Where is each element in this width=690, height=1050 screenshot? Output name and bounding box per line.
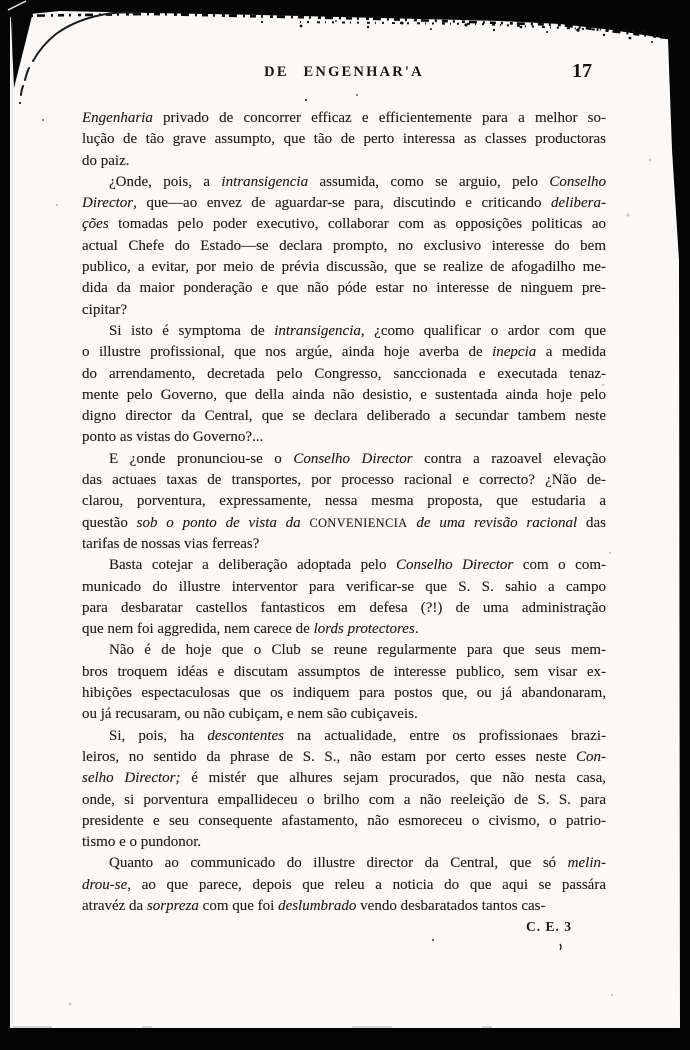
text-line xyxy=(82,534,606,555)
text-line xyxy=(82,577,606,598)
emphasized-text: Conselho Director xyxy=(395,557,514,574)
body-text: onde, si porventura empallideceu o brilho com a não reeleição de S. S. para xyxy=(82,791,606,808)
text-line xyxy=(82,172,606,193)
text-line xyxy=(82,342,606,363)
body-text: Si, pois, ha xyxy=(109,727,208,744)
body-text: do arrendamento, decretada pelo Congresso, sanccionada e executada tenaz- xyxy=(82,365,606,382)
body-text: ponto as vistas do Governo?... xyxy=(82,429,264,446)
body-text: , que—ao envez de aguardar-se para, discutindo e criticando xyxy=(133,195,552,212)
body-text: das xyxy=(577,514,606,531)
body-text: municado do illustre interventor para verificar-se que S. S. sahio a campo xyxy=(82,578,606,595)
body-text: lução de tão grave assumpto, que tão de perto interessa as classes productoras xyxy=(82,131,606,148)
emphasized-text: Director xyxy=(82,195,134,212)
text-line xyxy=(82,193,606,214)
body-text: assumida, como se arguio, pelo xyxy=(308,173,550,190)
text-paragraph xyxy=(82,853,606,917)
text-line xyxy=(82,832,606,853)
emphasized-text: selho Director; xyxy=(82,770,181,787)
emphasized-text: sob o ponto de vista da xyxy=(136,514,310,531)
body-text: , ¿como qualificar o ardor com que xyxy=(360,322,606,339)
body-text: privado de concorrer efficaz e efficientemente para a melhor so- xyxy=(152,110,606,126)
body-text: Quanto ao communicado do illustre director da Central, que só xyxy=(109,855,568,872)
emphasized-text: de uma revisão racional xyxy=(407,514,578,531)
emphasized-text: Conselho xyxy=(549,173,606,190)
text-line xyxy=(82,598,606,619)
text-paragraph xyxy=(82,640,606,725)
text-line xyxy=(82,491,606,512)
text-line xyxy=(82,875,606,896)
body-text: clarou, porventura, expressamente, nessa mesma proposta, que estudaria a xyxy=(82,493,606,510)
body-text: dida da maior ponderação e que não póde estar no interesse de ninguem pre- xyxy=(82,280,606,297)
emphasized-text: lords protectores xyxy=(313,621,415,638)
text-block xyxy=(82,108,606,917)
text-line xyxy=(82,790,606,811)
emphasized-text: inepcia xyxy=(492,344,537,361)
body-text: que nem foi aggredida, nem carece de xyxy=(82,621,314,638)
text-line xyxy=(82,129,606,150)
body-text: Basta cotejar a deliberação adoptada pelo xyxy=(109,557,396,574)
body-text: . xyxy=(414,621,419,638)
body-text: tismo e o pundonor. xyxy=(82,834,202,851)
body-text: vendo desbaratados tantos cas- xyxy=(356,897,546,914)
text-line xyxy=(82,811,606,832)
text-line xyxy=(82,214,606,235)
emphasized-text: delibera- xyxy=(551,195,606,212)
body-text: atravéz da xyxy=(82,897,147,914)
text-line xyxy=(82,470,606,491)
emphasized-text: melin- xyxy=(567,855,606,872)
body-text: CONVENIENCIA xyxy=(309,515,408,530)
body-text: leiros, no sentido da phrase de S. S., não estam por certo esses neste xyxy=(82,748,576,765)
body-text: ¿Onde, pois, a xyxy=(109,173,222,190)
body-text: publico, a evitar, por meio de prévia discussão, que se realize de afogadilho me- xyxy=(82,259,606,276)
body-text: o illustre profissional, que nos argúe, ainda hoje averba de xyxy=(82,344,493,361)
text-line xyxy=(82,704,606,725)
body-text: é mistér que alhures sejam procurados, que não nesta casa, xyxy=(180,770,606,787)
emphasized-text: sorpreza xyxy=(146,897,199,914)
body-text: com que foi xyxy=(198,897,279,914)
body-text: actual Chefe do Estado—se declara prompto, no exclusivo interesse do bem xyxy=(82,237,606,254)
text-line xyxy=(82,385,606,406)
body-text: mente pelo Governo, que della ainda não desistio, e sustentada ainda hoje pelo xyxy=(82,386,606,403)
body-text: ou já recusaram, ou não cubiçam, e nem são cubiçaveis. xyxy=(82,706,418,723)
text-line xyxy=(82,406,606,427)
text-line xyxy=(82,662,606,683)
emphasized-text: Con- xyxy=(576,748,606,765)
footer-signature: C. E. 3 xyxy=(525,919,572,934)
body-text: presidente e seu consequente afastamento, não esmoreceu o civismo, o patrio- xyxy=(82,812,606,829)
text-line xyxy=(82,768,606,789)
body-text: Si isto é symptoma de xyxy=(109,322,275,339)
text-line xyxy=(82,619,606,640)
text-line xyxy=(82,236,606,257)
text-line xyxy=(82,300,606,321)
text-line xyxy=(82,513,606,534)
text-paragraph xyxy=(82,321,606,449)
text-paragraph xyxy=(82,726,606,854)
text-line xyxy=(82,449,606,470)
body-text: E ¿onde pronunciou-se o xyxy=(109,450,294,467)
text-line xyxy=(82,321,606,342)
running-header xyxy=(82,60,606,88)
body-text: na actualidade, entre os profissionaes brazi- xyxy=(284,727,606,744)
body-text: tarifas de nossas vias ferreas? xyxy=(82,535,260,552)
body-text: contra a razoavel elevação xyxy=(412,450,606,467)
emphasized-text: descontentes xyxy=(207,727,284,744)
body-text: das actuaes taxas de transportes, por processo racional e correcto? ¿Não de- xyxy=(82,472,606,489)
text-line xyxy=(82,108,606,129)
text-paragraph xyxy=(82,449,606,555)
emphasized-text: intransigencia xyxy=(221,173,309,190)
body-text: para desbaratar castellos fantasticos em defesa (?!) de uma administração xyxy=(82,599,606,616)
text-line xyxy=(82,726,606,747)
body-text: questão xyxy=(82,514,137,531)
text-line xyxy=(82,896,606,917)
text-line xyxy=(82,278,606,299)
text-line xyxy=(82,151,606,172)
emphasized-text: Engenharia xyxy=(82,110,153,126)
body-text: , ao que parece, depois que releu a noticia do que aqui se passára xyxy=(127,876,606,893)
text-line xyxy=(82,555,606,576)
body-text: cipitar? xyxy=(82,301,127,318)
text-line xyxy=(82,427,606,448)
body-text: a medida xyxy=(536,344,606,361)
text-line xyxy=(82,683,606,704)
body-text: Não é de hoje que o Club se reune regularmente para que seus mem- xyxy=(109,642,606,659)
body-text: com o com- xyxy=(513,557,606,574)
emphasized-text: Conselho Director xyxy=(293,450,413,467)
text-paragraph xyxy=(82,555,606,640)
page-number: 17 xyxy=(572,60,592,82)
emphasized-text: intransigencia xyxy=(274,322,361,339)
emphasized-text: ções xyxy=(82,216,109,233)
text-line xyxy=(82,747,606,768)
emphasized-text: deslumbrado xyxy=(278,897,357,914)
body-text: hibições espectaculosas que os indiquem para postos que, ou já abandonaram, xyxy=(82,685,606,702)
body-text: tomadas pelo poder executivo, collaborar com as opposições politicas ao xyxy=(108,216,606,233)
body-text: do paiz. xyxy=(82,152,130,169)
text-line xyxy=(82,640,606,661)
text-paragraph xyxy=(82,108,606,172)
text-paragraph xyxy=(82,172,606,321)
text-line xyxy=(82,257,606,278)
emphasized-text: drou-se xyxy=(82,876,128,893)
text-line xyxy=(82,853,606,874)
body-text: bros troquem idéas e discutam assumptos de interesse publico, sem visar ex- xyxy=(82,663,606,680)
text-line xyxy=(82,364,606,385)
running-title: DE ENGENHAR'A xyxy=(264,64,424,80)
body-text: digno director da Central, que se declara deliberado a secundar tambem neste xyxy=(82,408,606,425)
